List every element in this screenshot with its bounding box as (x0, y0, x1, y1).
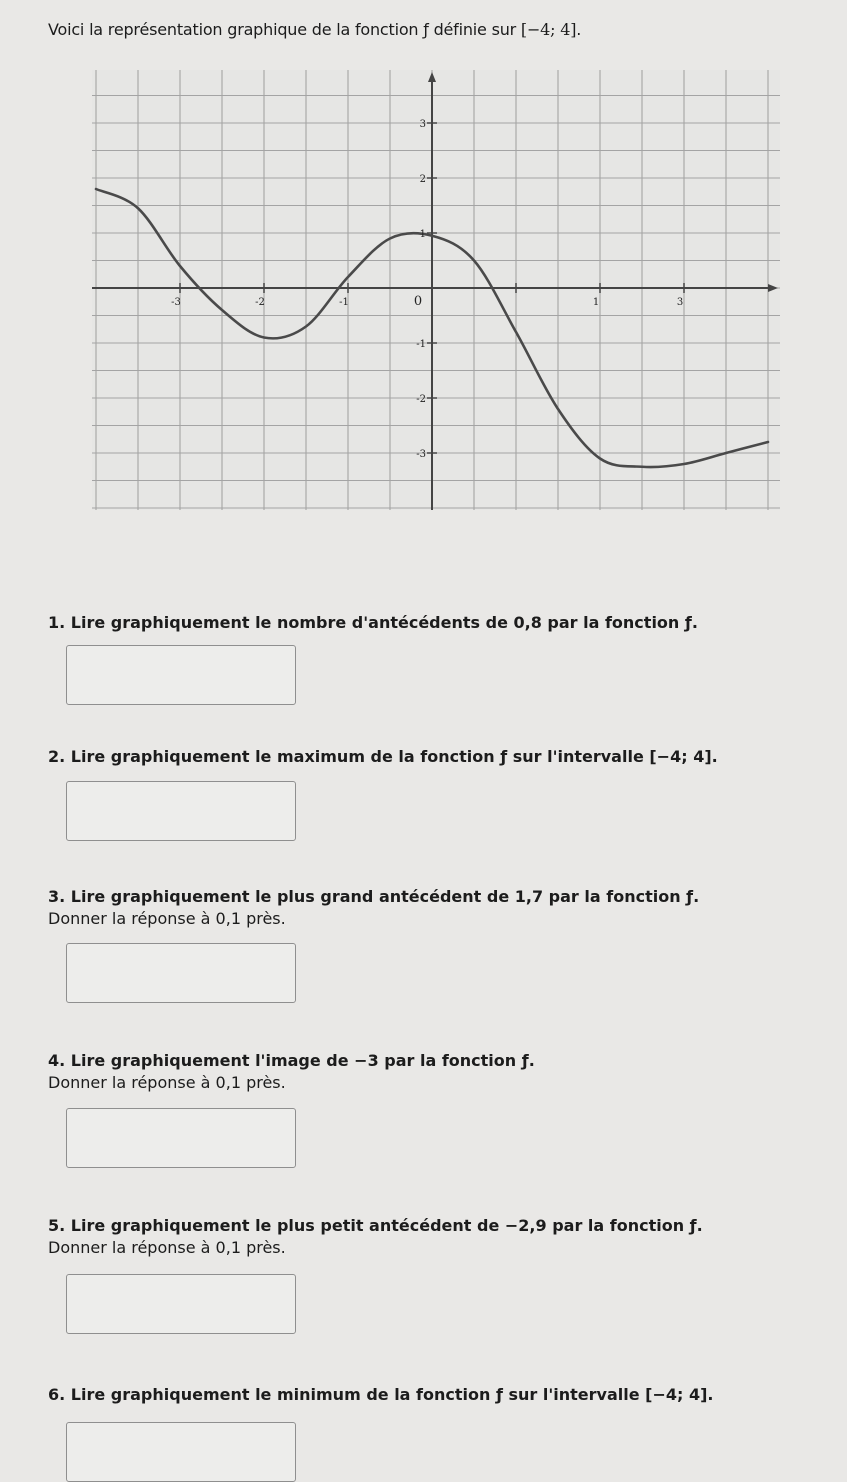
y-tick-label: -2 (416, 394, 426, 405)
question-5 (48, 1215, 808, 1259)
y-tick-label: -3 (416, 449, 426, 460)
question-6-label: 6. Lire graphiquement le minimum de la fonction ƒ sur l'intervalle [−4; 4]. (48, 1385, 714, 1404)
question-1 (48, 612, 808, 634)
answer-box-3[interactable] (66, 943, 296, 1003)
intro-sentence: Voici la représentation graphique de la fonction ƒ définie sur (48, 20, 517, 39)
intro-interval: [−4; 4] (520, 20, 577, 39)
graph-svg (92, 70, 780, 510)
intro-text (48, 20, 581, 39)
question-3-precision: Donner la réponse à 0,1 près. (48, 909, 286, 928)
question-4-precision: Donner la réponse à 0,1 près. (48, 1073, 286, 1092)
function-graph (92, 70, 780, 510)
answer-box-6[interactable] (66, 1422, 296, 1482)
answer-box-2[interactable] (66, 781, 296, 841)
y-tick-label: 1 (419, 229, 426, 240)
answer-box-5[interactable] (66, 1274, 296, 1334)
x-tick-label: 1 (592, 297, 600, 308)
question-5-precision: Donner la réponse à 0,1 près. (48, 1238, 286, 1257)
x-tick-label: -1 (339, 297, 349, 308)
graph-background (92, 70, 780, 510)
question-3 (48, 886, 808, 930)
answer-box-4[interactable] (66, 1108, 296, 1168)
x-tick-label: 3 (676, 297, 684, 308)
question-6 (48, 1384, 808, 1406)
answer-box-1[interactable] (66, 645, 296, 705)
question-4 (48, 1050, 808, 1094)
intro-end: . (576, 20, 582, 39)
x-tick-label: -2 (255, 297, 265, 308)
question-5-label: 5. Lire graphiquement le plus petit antécédent de −2,9 par la fonction ƒ. (48, 1216, 703, 1235)
question-4-label: 4. Lire graphiquement l'image de −3 par la fonction ƒ. (48, 1051, 535, 1070)
question-2 (48, 746, 808, 768)
question-2-label: 2. Lire graphiquement le maximum de la fonction ƒ sur l'intervalle [−4; 4]. (48, 747, 718, 766)
x-tick-label: -3 (171, 297, 181, 308)
question-1-label: 1. Lire graphiquement le nombre d'antécédents de 0,8 par la fonction ƒ. (48, 613, 698, 632)
x-tick-label: 0 (413, 294, 423, 309)
question-3-label: 3. Lire graphiquement le plus grand antécédent de 1,7 par la fonction ƒ. (48, 887, 700, 906)
y-tick-label: 2 (419, 174, 426, 185)
y-tick-label: -1 (416, 339, 426, 350)
y-tick-label: 3 (419, 119, 426, 130)
